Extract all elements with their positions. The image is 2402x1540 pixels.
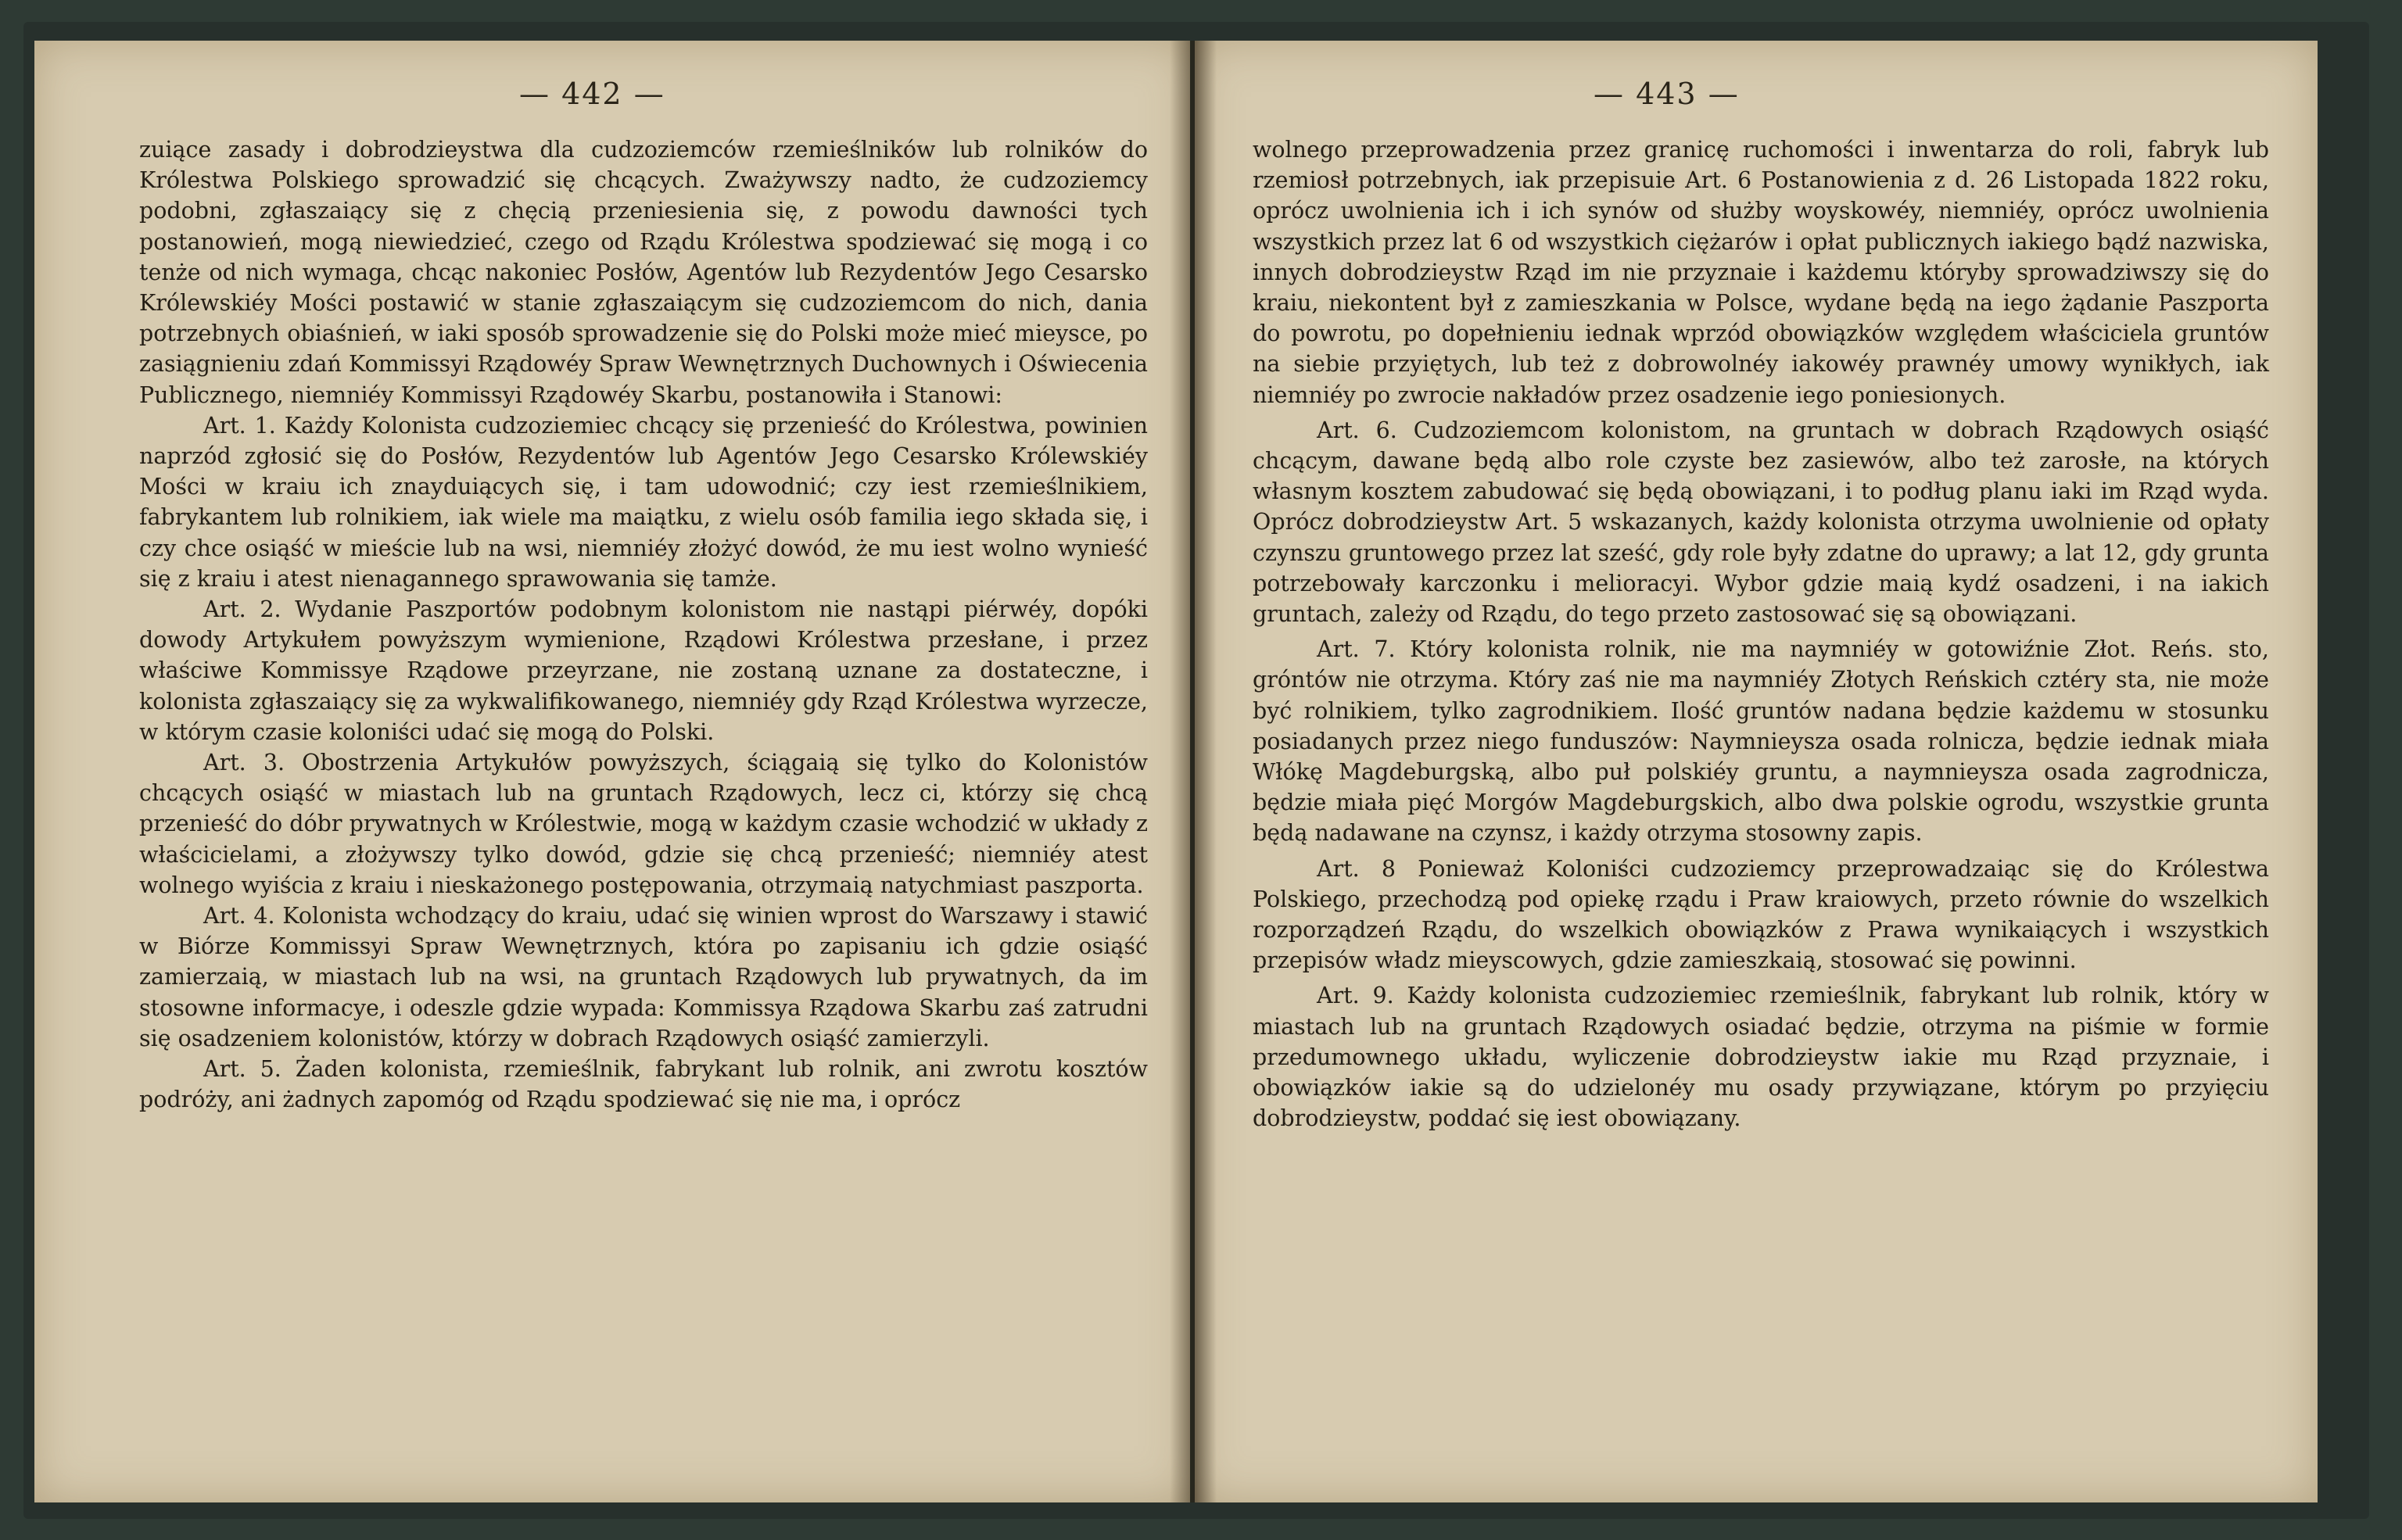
- paragraph-art-8: Art. 8 Ponieważ Koloniści cudzoziemcy przeprowadzaiąc się do Królestwa Polskiego, przechodzą pod opiekę rządu i Praw kraiowych, przeto równie do wszelkich rozporządzeń Rządu, do wszelkich obowiązków z Prawa wynikaiących i wszystkich przepisów władz mieyscowych, gdzie zamieszkaią, stosować się powinni.: [1253, 855, 2269, 974]
- paragraph-art-7: Art. 7. Który kolonista rolnik, nie ma naymniéy w gotowiźnie Złot. Reńs. sto, gróntów nie otrzyma. Który zaś nie ma naymniéy Złotych Reńskich cztéry sta, nie może być rolnikiem, tylko zagrodnikiem. Ilość gruntów nadana będzie każdemu w stosunku posiadanych przez niego funduszów: Naymnieysza osada rolnicza, będzie iednak miała Włókę Magdeburgską, albo puł polskiéy gruntu, a naymnieysza osada zagrodnicza, będzie miała pięć Morgów Magdeburgskich, albo dwa polskie ogrodu, wszystkie grunta będą nadawane na czynsz, i każdy otrzyma stosowny zapis.: [1253, 636, 2269, 847]
- paragraph: wolnego przeprowadzenia przez granicę ruchomości i inwentarza do roli, fabryk lub rzemiosł potrzebnych, iak przepisuie Art. 6 Postanowienia z d. 26 Listopada 1822 roku, oprócz uwolnienia ich i ich synów od służby woyskowéy, niemniéy, oprócz uwolnienia wszystkich przez lat 6 od wszystkich ciężarów i opłat publicznych iakiego bądź nazwiska, innych dobrodzieystw Rząd im nie przyznaie i każdemu któryby sprowadziwszy się do kraiu, niekontent był z zamieszkania w Polsce, wydane będą na iego żądanie Paszporta do powrotu, po dopełnieniu iednak wprzód obowiązków względem właściciela gruntów na siebie przyiętych, lub też z dobrowolnéy iakowéy prawnéy umowy wynikłych, iak niemniéy po zwrocie nakładów przez osadzenie iego poniesionych.: [1253, 137, 2269, 408]
- paragraph-art-6: Art. 6. Cudzoziemcom kolonistom, na gruntach w dobrach Rządowych osiąść chcącym, dawane będą albo role czyste bez zasiewów, albo też zarosłe, na których własnym kosztem zabudować się będą obowiązani, i to podług planu iaki im Rząd wyda. Oprócz dobrodzieystw Art. 5 wskazanych, każdy kolonista otrzyma uwolnienie od opłaty czynszu gruntowego przez lat sześć, gdy role były zdatne do uprawy; a lat 12, gdy grunta potrzebowały karczonku i melioracyi. Wybor gdzie maią kydź osadzeni, i na iakich gruntach, zależy od Rządu, do tego przeto zastosować się są obowiązani.: [1253, 417, 2269, 628]
- page-text: [1253, 134, 2269, 1134]
- right-page: [1195, 41, 2318, 1502]
- paragraph-art-1: Art. 1. Każdy Kolonista cudzoziemiec chcący się przenieść do Królestwa, powinien naprzód zgłosić się do Posłów, Rezydentów lub Agentów Jego Cesarsko Królewskiéy Mości w kraiu ich znayduiących się, i tam udowodnić; czy iest rzemieślnikiem, fabrykantem lub rolnikiem, iak wiele ma maiątku, z wielu osób familia iego składa się, i czy chce osiąść w mieście lub na wsi, niemniéy złożyć dowód, że mu iest wolno wynieść się z kraiu i atest nienagannego sprawowania się tamże.: [139, 412, 1148, 592]
- paragraph-art-5: Art. 5. Żaden kolonista, rzemieślnik, fabrykant lub rolnik, ani zwrotu kosztów podróży, ani żadnych zapomóg od Rządu spodziewać się nie ma, i oprócz: [139, 1056, 1148, 1113]
- paragraph-art-3: Art. 3. Obostrzenia Artykułów powyższych, ściągaią się tylko do Kolonistów chcących osiąść w miastach lub na gruntach Rządowych, lecz ci, którzy się chcą przenieść do dóbr prywatnych w Królestwie, mogą w każdym czasie wchodzić w układy z właścicielami, a złożywszy tylko dowód, gdzie się chcą przenieść; niemniéy atest wolnego wyiścia z kraiu i nieskażonego postępowania, otrzymaią natychmiast paszporta.: [139, 750, 1148, 898]
- paragraph-art-4: Art. 4. Kolonista wchodzący do kraiu, udać się winien wprost do Warszawy i stawić w Biórze Kommissyi Spraw Wewnętrznych, która po zapisaniu ich gdzie osiąść zamierzaią, w miastach lub na wsi, na gruntach Rządowych lub prywatnych, da im stosowne informacye, i odeszle gdzie wypada: Kommissya Rządowa Skarbu zaś zatrudni się osadzeniem kolonistów, którzy w dobrach Rządowych osiąść zamierzyli.: [139, 903, 1148, 1051]
- page-number: — 442 —: [519, 77, 665, 111]
- book-gutter: [1170, 41, 1217, 1502]
- page-number: — 443 —: [1594, 77, 1740, 111]
- paragraph: zuiące zasady i dobrodzieystwa dla cudzoziemców rzemieślników lub rolników do Królestwa Polskiego sprowadzić się chcących. Zważywszy nadto, że cudzoziemcy podobni, zgłaszaiący się z chęcią przeniesienia się, z powodu dawności tych postanowień, mogą niewiedzieć, czego od Rządu Królestwa spodziewać się mogą i co tenże od nich wymaga, chcąc nakoniec Posłów, Agentów lub Rezydentów Jego Cesarsko Królewskiéy Mości postawić w stanie zgłaszaiącym się cudzoziemcom do nich, dania potrzebnych obiaśnień, w iaki sposób sprowadzenie się do Polski może mieć mieysce, po zasiągnieniu zdań Kommissyi Rządowéy Spraw Wewnętrznych Duchownych i Oświecenia Publicznego, niemniéy Kommissyi Rządowéy Skarbu, postanowiła i Stanowi:: [139, 137, 1148, 408]
- paragraph-art-2: Art. 2. Wydanie Paszportów podobnym kolonistom nie nastąpi piérwéy, dopóki dowody Artykułem powyższym wymienione, Rządowi Królestwa przesłane, i przez właściwe Kommissye Rządowe przeyrzane, nie zostaną uznane za dostateczne, i kolonista zgłaszaiący się za wykwalifikowanego, niemniéy gdy Rząd Królestwa wyrzecze, w którym czasie koloniści udać się mogą do Polski.: [139, 596, 1148, 745]
- left-page: [34, 41, 1190, 1502]
- page-text: [139, 134, 1148, 1116]
- paragraph-art-9: Art. 9. Każdy kolonista cudzoziemiec rzemieślnik, fabrykant lub rolnik, który w miastach lub na gruntach Rządowych osiadać będzie, otrzyma na piśmie w formie przedumownego układu, wyliczenie dobrodzieystw iakie mu Rząd przyznaie, i obowiązków iakie są do udzielonéy mu osady przywiązane, którym po przyięciu dobrodzieystw, poddać się iest obowiązany.: [1253, 983, 2269, 1132]
